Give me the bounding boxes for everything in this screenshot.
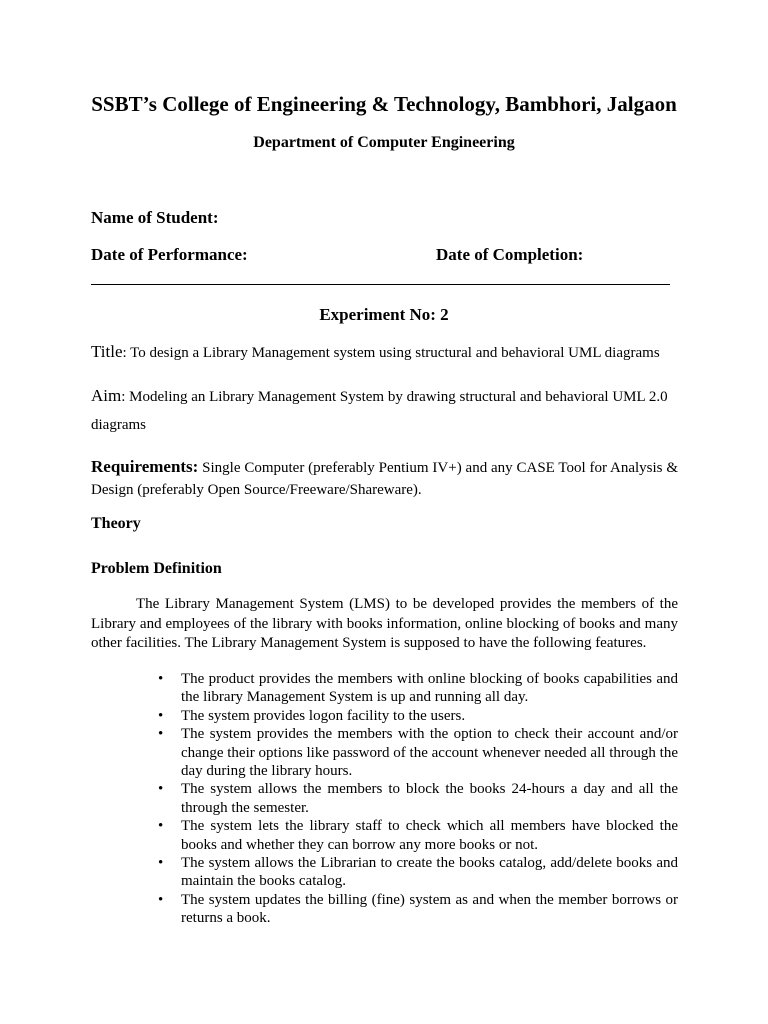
- aim-label: Aim: [91, 386, 122, 405]
- experiment-heading: Experiment No: 2: [319, 305, 449, 324]
- aim-paragraph: [91, 386, 678, 406]
- theory-heading: Theory: [91, 515, 141, 532]
- bullet-icon: •: [158, 726, 164, 743]
- feature-item: • The system provides logon facility to the users.: [158, 707, 466, 724]
- date-of-completion-label: Date of Completion:: [436, 245, 584, 264]
- bullet-icon: •: [158, 855, 164, 872]
- college-title: SSBT’s College of Engineering & Technology, Bambhori, Jalgaon: [91, 92, 677, 116]
- feature-item: • The system provides the members with the option to check their account and/or change their options like password of the account whenever needed all through the day during the library hours.: [158, 726, 678, 780]
- title-label: Title: [91, 342, 123, 361]
- feature-item: • The system updates the billing (fine) system as and when the member borrows or returns a book.: [158, 891, 678, 927]
- feature-item: • The system allows the members to block the books 24-hours a day and all the through the semester.: [158, 781, 678, 816]
- separator-line: [91, 284, 670, 285]
- aim-text-continued: diagrams: [91, 417, 146, 433]
- bullet-icon: •: [158, 781, 164, 798]
- requirements-paragraph: [91, 456, 678, 501]
- feature-item: • The product provides the members with online blocking of books capabilities and the library Management System is up and running all day.: [158, 671, 678, 706]
- requirements-label: Requirements:: [91, 457, 199, 476]
- bullet-icon: •: [158, 671, 164, 687]
- aim-text: : Modeling an Library Management System by drawing structural and behavioral UML 2.0: [121, 389, 668, 405]
- title-paragraph: [91, 342, 678, 362]
- student-name-label: Name of Student:: [91, 208, 219, 227]
- problem-intro-paragraph: The Library Management System (LMS) to be developed provides the members of the Library and employees of the library with books information, online blocking of books and many other facilities. The Library Management System is supposed to have the following features.: [91, 596, 678, 651]
- bullet-icon: •: [158, 707, 164, 724]
- requirements-text: Single Computer (preferably Pentium IV+) and any CASE Tool for Analysis & Design (preferably Open Source/Freeware/Shareware).: [91, 460, 678, 498]
- bullet-icon: •: [158, 818, 164, 835]
- title-text: : To design a Library Management system using structural and behavioral UML diagrams: [122, 345, 660, 361]
- bullet-icon: •: [158, 891, 164, 908]
- problem-definition-heading: Problem Definition: [91, 560, 222, 577]
- date-of-performance-label: Date of Performance:: [91, 245, 248, 264]
- department-title: Department of Computer Engineering: [253, 134, 515, 151]
- feature-item: • The system allows the Librarian to create the books catalog, add/delete books and maintain the books catalog.: [158, 855, 678, 890]
- feature-list: [158, 670, 678, 928]
- feature-item: • The system lets the library staff to check which all members have blocked the books and whether they can borrow any more books or not.: [158, 818, 678, 853]
